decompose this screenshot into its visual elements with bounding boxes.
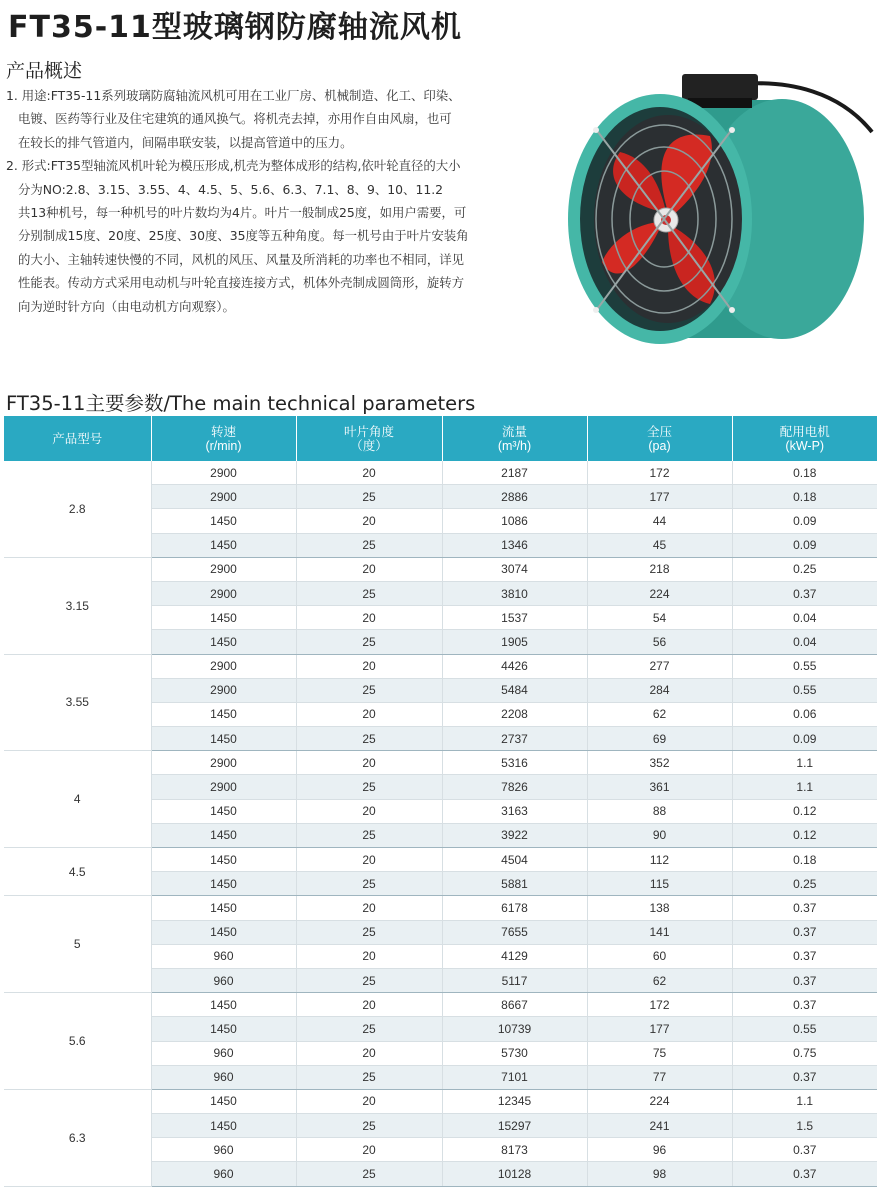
- pressure-cell: 62: [587, 702, 732, 726]
- flow-cell: 7655: [442, 920, 587, 944]
- flow-cell: 2737: [442, 727, 587, 751]
- model-cell: 3.55: [4, 654, 151, 751]
- flow-cell: 4504: [442, 848, 587, 872]
- angle-cell: 20: [296, 461, 442, 485]
- pressure-cell: 284: [587, 678, 732, 702]
- flow-cell: 8173: [442, 1138, 587, 1162]
- overview-line: 分别制成15度、20度、25度、30度、35度等五种角度。每一机号由于叶片安装角: [18, 228, 469, 244]
- speed-cell: 1450: [151, 727, 296, 751]
- speed-cell: 960: [151, 1065, 296, 1089]
- speed-cell: 960: [151, 1138, 296, 1162]
- pressure-cell: 77: [587, 1065, 732, 1089]
- overview-line: 电镀、医药等行业及住宅建筑的通风换气。将机壳去掉，亦用作自由风扇，也可: [18, 111, 452, 127]
- table-row: [4, 654, 877, 678]
- speed-cell: 960: [151, 1162, 296, 1186]
- motor-cell: 0.37: [732, 993, 877, 1017]
- speed-cell: 2900: [151, 654, 296, 678]
- col-header-label: 产品型号: [52, 431, 103, 446]
- motor-cell: 0.37: [732, 944, 877, 968]
- pressure-cell: 98: [587, 1162, 732, 1186]
- motor-cell: 0.12: [732, 799, 877, 823]
- motor-cell: 1.1: [732, 775, 877, 799]
- motor-cell: 0.18: [732, 485, 877, 509]
- angle-cell: 25: [296, 1114, 442, 1138]
- angle-cell: 20: [296, 654, 442, 678]
- pressure-cell: 112: [587, 848, 732, 872]
- flow-cell: 7101: [442, 1065, 587, 1089]
- col-header-unit: （度）: [350, 438, 388, 453]
- pressure-cell: 62: [587, 968, 732, 992]
- motor-cell: 1.5: [732, 1114, 877, 1138]
- flow-cell: 1537: [442, 606, 587, 630]
- col-header-unit: (kW-P): [785, 438, 825, 453]
- table-header-row: [4, 416, 877, 461]
- pressure-cell: 177: [587, 1017, 732, 1041]
- pressure-cell: 241: [587, 1114, 732, 1138]
- pressure-cell: 75: [587, 1041, 732, 1065]
- angle-cell: 20: [296, 1089, 442, 1113]
- angle-cell: 20: [296, 702, 442, 726]
- overview-line: 的大小、主轴转速快慢的不同，风机的风压、风量及所消耗的功率也不相同，详见: [18, 251, 465, 267]
- flow-cell: 4426: [442, 654, 587, 678]
- motor-cell: 0.37: [732, 896, 877, 920]
- overview-text: [6, 84, 526, 318]
- angle-cell: 25: [296, 872, 442, 896]
- model-cell: 6.3: [4, 1089, 151, 1186]
- speed-cell: 2900: [151, 485, 296, 509]
- table-row: [4, 557, 877, 581]
- pressure-cell: 54: [587, 606, 732, 630]
- pressure-cell: 172: [587, 461, 732, 485]
- flow-cell: 5881: [442, 872, 587, 896]
- flow-cell: 3074: [442, 557, 587, 581]
- angle-cell: 25: [296, 581, 442, 605]
- angle-cell: 20: [296, 944, 442, 968]
- motor-cell: 0.37: [732, 1065, 877, 1089]
- table-row: [4, 751, 877, 775]
- pressure-cell: 224: [587, 581, 732, 605]
- col-header-unit: (m³/h): [497, 438, 532, 453]
- table-row: [4, 461, 877, 485]
- angle-cell: 25: [296, 968, 442, 992]
- motor-cell: 0.37: [732, 1162, 877, 1186]
- speed-cell: 960: [151, 944, 296, 968]
- speed-cell: 1450: [151, 872, 296, 896]
- angle-cell: 25: [296, 775, 442, 799]
- flow-cell: 3163: [442, 799, 587, 823]
- overview-line: 向为逆时针方向（由电动机方向观察）。: [18, 298, 235, 314]
- col-header-label: 转速: [210, 424, 236, 439]
- flow-cell: 2886: [442, 485, 587, 509]
- speed-cell: 1450: [151, 1089, 296, 1113]
- angle-cell: 25: [296, 1017, 442, 1041]
- angle-cell: 25: [296, 920, 442, 944]
- motor-cell: 0.55: [732, 654, 877, 678]
- flow-cell: 5730: [442, 1041, 587, 1065]
- angle-cell: 25: [296, 485, 442, 509]
- motor-cell: 0.09: [732, 509, 877, 533]
- angle-cell: 25: [296, 823, 442, 847]
- pressure-cell: 45: [587, 533, 732, 557]
- axial-fan-image: [550, 72, 876, 362]
- flow-cell: 4129: [442, 944, 587, 968]
- speed-cell: 1450: [151, 630, 296, 654]
- table-heading: FT35-11主要参数/The main technical parameters: [6, 392, 476, 415]
- angle-cell: 25: [296, 1162, 442, 1186]
- speed-cell: 960: [151, 1041, 296, 1065]
- pressure-cell: 177: [587, 485, 732, 509]
- angle-cell: 25: [296, 678, 442, 702]
- speed-cell: 1450: [151, 993, 296, 1017]
- speed-cell: 1450: [151, 799, 296, 823]
- flow-cell: 3810: [442, 581, 587, 605]
- motor-cell: 0.75: [732, 1041, 877, 1065]
- angle-cell: 25: [296, 1065, 442, 1089]
- pressure-cell: 277: [587, 654, 732, 678]
- col-header-blade-angle: [296, 416, 442, 461]
- angle-cell: 20: [296, 751, 442, 775]
- pressure-cell: 60: [587, 944, 732, 968]
- angle-cell: 20: [296, 896, 442, 920]
- flow-cell: 6178: [442, 896, 587, 920]
- motor-cell: 0.37: [732, 1138, 877, 1162]
- speed-cell: 960: [151, 968, 296, 992]
- speed-cell: 2900: [151, 581, 296, 605]
- overview-line: 2. 形式:FT35型轴流风机叶轮为模压形成,机壳为整体成形的结构,依叶轮直径的大小: [6, 158, 461, 174]
- col-header-unit: (r/min): [205, 438, 242, 453]
- angle-cell: 25: [296, 533, 442, 557]
- flow-cell: 8667: [442, 993, 587, 1017]
- parameters-table: [4, 416, 877, 1187]
- speed-cell: 1450: [151, 702, 296, 726]
- model-cell: 2.8: [4, 461, 151, 557]
- motor-cell: 0.55: [732, 678, 877, 702]
- pressure-cell: 96: [587, 1138, 732, 1162]
- angle-cell: 20: [296, 848, 442, 872]
- col-header-label: 全压: [646, 424, 672, 439]
- flow-cell: 3922: [442, 823, 587, 847]
- col-header-label: 叶片角度: [343, 424, 394, 439]
- motor-cell: 1.1: [732, 1089, 877, 1113]
- overview-heading: 产品概述: [6, 60, 83, 82]
- speed-cell: 1450: [151, 509, 296, 533]
- page-title: FT35-11型玻璃钢防腐轴流风机: [8, 10, 462, 45]
- flow-cell: 10739: [442, 1017, 587, 1041]
- table-body: [4, 461, 877, 1186]
- speed-cell: 1450: [151, 896, 296, 920]
- pressure-cell: 138: [587, 896, 732, 920]
- angle-cell: 20: [296, 557, 442, 581]
- motor-cell: 0.37: [732, 581, 877, 605]
- motor-cell: 0.09: [732, 727, 877, 751]
- overview-line: 1. 用途:FT35-11系列玻璃防腐轴流风机可用在工业厂房、机械制造、化工、印染、: [6, 88, 461, 103]
- overview-line: 共13种机号，每一种机号的叶片数均为4片。叶片一般制成25度，如用户需要，可: [18, 205, 467, 221]
- col-header-label: 流量: [501, 424, 527, 439]
- speed-cell: 1450: [151, 606, 296, 630]
- speed-cell: 2900: [151, 557, 296, 581]
- angle-cell: 20: [296, 993, 442, 1017]
- speed-cell: 2900: [151, 751, 296, 775]
- flow-cell: 7826: [442, 775, 587, 799]
- motor-cell: 0.37: [732, 968, 877, 992]
- flow-cell: 5484: [442, 678, 587, 702]
- speed-cell: 1450: [151, 848, 296, 872]
- motor-cell: 0.25: [732, 872, 877, 896]
- flow-cell: 5316: [442, 751, 587, 775]
- pressure-cell: 88: [587, 799, 732, 823]
- pressure-cell: 115: [587, 872, 732, 896]
- motor-cell: 0.55: [732, 1017, 877, 1041]
- pressure-cell: 218: [587, 557, 732, 581]
- angle-cell: 20: [296, 509, 442, 533]
- speed-cell: 1450: [151, 1114, 296, 1138]
- flow-cell: 1346: [442, 533, 587, 557]
- speed-cell: 1450: [151, 1017, 296, 1041]
- flow-cell: 10128: [442, 1162, 587, 1186]
- speed-cell: 2900: [151, 775, 296, 799]
- flow-cell: 2187: [442, 461, 587, 485]
- overview-line: 分为NO:2.8、3.15、3.55、4、4.5、5、5.6、6.3、7.1、8、9、10、11.2: [18, 181, 444, 197]
- model-cell: 3.15: [4, 557, 151, 654]
- angle-cell: 25: [296, 630, 442, 654]
- angle-cell: 20: [296, 799, 442, 823]
- angle-cell: 20: [296, 1138, 442, 1162]
- speed-cell: 2900: [151, 678, 296, 702]
- speed-cell: 1450: [151, 533, 296, 557]
- flow-cell: 12345: [442, 1089, 587, 1113]
- table-row: [4, 1089, 877, 1113]
- table-row: [4, 993, 877, 1017]
- speed-cell: 1450: [151, 920, 296, 944]
- pressure-cell: 361: [587, 775, 732, 799]
- col-header-model: [4, 416, 151, 461]
- table-row: [4, 848, 877, 872]
- pressure-cell: 56: [587, 630, 732, 654]
- flow-cell: 15297: [442, 1114, 587, 1138]
- pressure-cell: 69: [587, 727, 732, 751]
- pressure-cell: 90: [587, 823, 732, 847]
- table-row: [4, 896, 877, 920]
- motor-cell: 0.04: [732, 606, 877, 630]
- motor-cell: 0.04: [732, 630, 877, 654]
- pressure-cell: 224: [587, 1089, 732, 1113]
- model-cell: 5: [4, 896, 151, 993]
- speed-cell: 2900: [151, 461, 296, 485]
- overview-line: 在较长的排气管道内，间隔串联安装，以提高管道中的压力。: [18, 134, 353, 150]
- flow-cell: 5117: [442, 968, 587, 992]
- col-header-pressure: [587, 416, 732, 461]
- motor-cell: 0.37: [732, 920, 877, 944]
- col-header-speed: [151, 416, 296, 461]
- model-cell: 4: [4, 751, 151, 848]
- angle-cell: 20: [296, 1041, 442, 1065]
- pressure-cell: 141: [587, 920, 732, 944]
- motor-cell: 0.18: [732, 848, 877, 872]
- flow-cell: 2208: [442, 702, 587, 726]
- motor-cell: 0.12: [732, 823, 877, 847]
- motor-cell: 0.06: [732, 702, 877, 726]
- col-header-flow: [442, 416, 587, 461]
- model-cell: 5.6: [4, 993, 151, 1090]
- overview-line: 性能表。传动方式采用电动机与叶轮直接连接方式，机体外壳制成圆筒形，旋转方: [18, 275, 465, 291]
- model-cell: 4.5: [4, 848, 151, 896]
- col-header-label: 配用电机: [779, 424, 830, 439]
- motor-cell: 0.25: [732, 557, 877, 581]
- motor-cell: 0.18: [732, 461, 877, 485]
- pressure-cell: 172: [587, 993, 732, 1017]
- speed-cell: 1450: [151, 823, 296, 847]
- pressure-cell: 352: [587, 751, 732, 775]
- motor-cell: 0.09: [732, 533, 877, 557]
- col-header-motor: [732, 416, 877, 461]
- angle-cell: 25: [296, 727, 442, 751]
- motor-cell: 1.1: [732, 751, 877, 775]
- angle-cell: 20: [296, 606, 442, 630]
- flow-cell: 1905: [442, 630, 587, 654]
- pressure-cell: 44: [587, 509, 732, 533]
- col-header-unit: (pa): [648, 438, 671, 453]
- flow-cell: 1086: [442, 509, 587, 533]
